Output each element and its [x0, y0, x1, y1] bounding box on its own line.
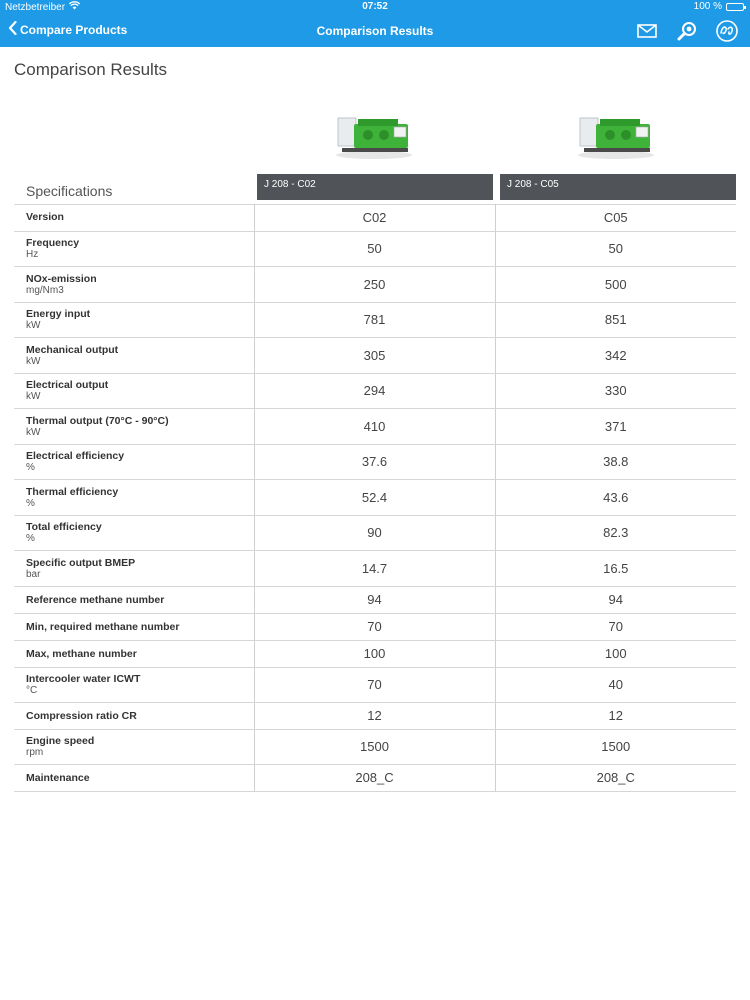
spec-name-cell — [14, 444, 254, 479]
comparison-table — [14, 204, 736, 792]
spec-name-cell — [14, 266, 254, 302]
spec-value: 52.4 — [254, 479, 495, 515]
spec-unit: rpm — [26, 747, 44, 758]
spec-label: NOx-emission — [26, 272, 97, 285]
spec-label: Total efficiency — [26, 521, 102, 533]
spec-value: 94 — [254, 586, 495, 613]
table-row — [14, 729, 736, 764]
table-row — [14, 266, 736, 302]
table-row — [14, 586, 736, 613]
spec-unit: % — [26, 462, 35, 473]
spec-label: Engine speed — [26, 735, 95, 747]
spec-label: Mechanical output — [26, 343, 119, 356]
table-row — [14, 373, 736, 408]
spec-value: 14.7 — [254, 550, 495, 586]
product-header-2: J 208 - C05 — [500, 174, 736, 200]
spec-value: 500 — [495, 266, 736, 302]
spec-name-cell — [14, 550, 254, 586]
spec-value: 12 — [254, 702, 495, 729]
product-header-1: J 208 - C02 — [257, 174, 493, 200]
spec-name-cell — [14, 667, 254, 702]
status-bar — [0, 0, 750, 15]
spec-name-cell — [14, 479, 254, 515]
spec-name-cell — [14, 729, 254, 764]
spec-name-cell — [14, 586, 254, 613]
clock: 07:52 — [362, 1, 388, 12]
spec-value: 38.8 — [495, 444, 736, 479]
spec-value: 82.3 — [495, 515, 736, 550]
spec-value: 16.5 — [495, 550, 736, 586]
spec-value: 294 — [254, 373, 495, 408]
spec-label: Version — [26, 211, 64, 224]
spec-value: 70 — [254, 613, 495, 640]
spec-unit: °C — [26, 685, 38, 696]
spec-value: 371 — [495, 408, 736, 444]
product-image-2 — [574, 108, 658, 160]
table-row — [14, 337, 736, 373]
spec-unit: kW — [26, 320, 41, 331]
battery-info — [694, 1, 744, 12]
table-row — [14, 204, 736, 231]
table-row — [14, 702, 736, 729]
spec-label: Maintenance — [26, 771, 90, 784]
spec-value: C05 — [495, 204, 736, 231]
spec-value: 342 — [495, 337, 736, 373]
spec-unit: Hz — [26, 249, 39, 260]
spec-unit: % — [26, 533, 35, 544]
spec-label: Thermal efficiency — [26, 485, 119, 498]
spec-value: 410 — [254, 408, 495, 444]
spec-unit: % — [26, 497, 35, 509]
spec-label: Electrical efficiency — [26, 450, 125, 462]
mail-icon[interactable] — [636, 20, 658, 42]
spec-value: 50 — [254, 231, 495, 266]
table-row — [14, 640, 736, 667]
spec-value: 50 — [495, 231, 736, 266]
nav-title: Comparison Results — [316, 24, 434, 38]
spec-value: 70 — [254, 667, 495, 702]
spec-value: 781 — [254, 302, 495, 337]
page-title: Comparison Results — [14, 60, 168, 79]
table-row — [14, 444, 736, 479]
spec-unit: kW — [26, 426, 41, 438]
spec-value: 90 — [254, 515, 495, 550]
back-button-label: Compare Products — [20, 22, 128, 37]
battery-percent: 100 % — [693, 1, 722, 12]
table-row — [14, 302, 736, 337]
spec-name-cell — [14, 408, 254, 444]
spec-value: C02 — [254, 204, 495, 231]
spec-value: 1500 — [495, 729, 736, 764]
spec-unit: bar — [26, 568, 41, 580]
spec-label: Reference methane number — [26, 593, 165, 606]
search-icon[interactable] — [676, 20, 698, 42]
spec-value: 70 — [495, 613, 736, 640]
spec-value: 1500 — [254, 729, 495, 764]
carrier-name: Netzbetreiber — [5, 1, 66, 13]
spec-value: 330 — [495, 373, 736, 408]
spec-name-cell — [14, 231, 254, 266]
spec-value: 305 — [254, 337, 495, 373]
spec-value: 43.6 — [495, 479, 736, 515]
spec-label: Energy input — [26, 308, 91, 320]
spec-name-cell — [14, 373, 254, 408]
spec-name-cell — [14, 613, 254, 640]
spec-value: 12 — [495, 702, 736, 729]
spec-name-cell — [14, 302, 254, 337]
spec-unit: mg/Nm3 — [26, 284, 64, 296]
spec-label: Max, methane number — [26, 647, 137, 660]
spec-label: Specific output BMEP — [26, 556, 136, 569]
ge-logo-icon[interactable] — [716, 20, 738, 42]
specifications-heading: Specifications — [26, 183, 113, 199]
spec-value: 208_C — [495, 764, 736, 791]
spec-label: Intercooler water ICWT — [26, 673, 141, 685]
comparison-header — [14, 174, 736, 204]
battery-icon — [726, 3, 744, 11]
table-row — [14, 613, 736, 640]
table-row — [14, 667, 736, 702]
spec-value: 851 — [495, 302, 736, 337]
spec-label: Min, required methane number — [26, 620, 180, 633]
spec-name-cell — [14, 764, 254, 791]
spec-name-cell — [14, 337, 254, 373]
spec-value: 100 — [495, 640, 736, 667]
spec-label: Electrical output — [26, 379, 109, 391]
navigation-bar — [0, 15, 750, 47]
spec-name-cell — [14, 702, 254, 729]
spec-unit: kW — [26, 355, 41, 367]
table-row — [14, 550, 736, 586]
product-image-1 — [332, 108, 416, 160]
spec-label: Thermal output (70°C - 90°C) — [26, 414, 169, 427]
table-row — [14, 515, 736, 550]
spec-name-cell — [14, 515, 254, 550]
table-row — [14, 764, 736, 791]
spec-label: Frequency — [26, 237, 80, 249]
spec-unit: kW — [26, 391, 41, 402]
spec-name-cell — [14, 640, 254, 667]
table-row — [14, 408, 736, 444]
spec-label: Compression ratio CR — [26, 709, 137, 722]
spec-name-cell — [14, 204, 254, 231]
table-row — [14, 479, 736, 515]
spec-value: 250 — [254, 266, 495, 302]
spec-value: 94 — [495, 586, 736, 613]
table-row — [14, 231, 736, 266]
spec-value: 100 — [254, 640, 495, 667]
spec-value: 208_C — [254, 764, 495, 791]
spec-value: 40 — [495, 667, 736, 702]
spec-value: 37.6 — [254, 444, 495, 479]
